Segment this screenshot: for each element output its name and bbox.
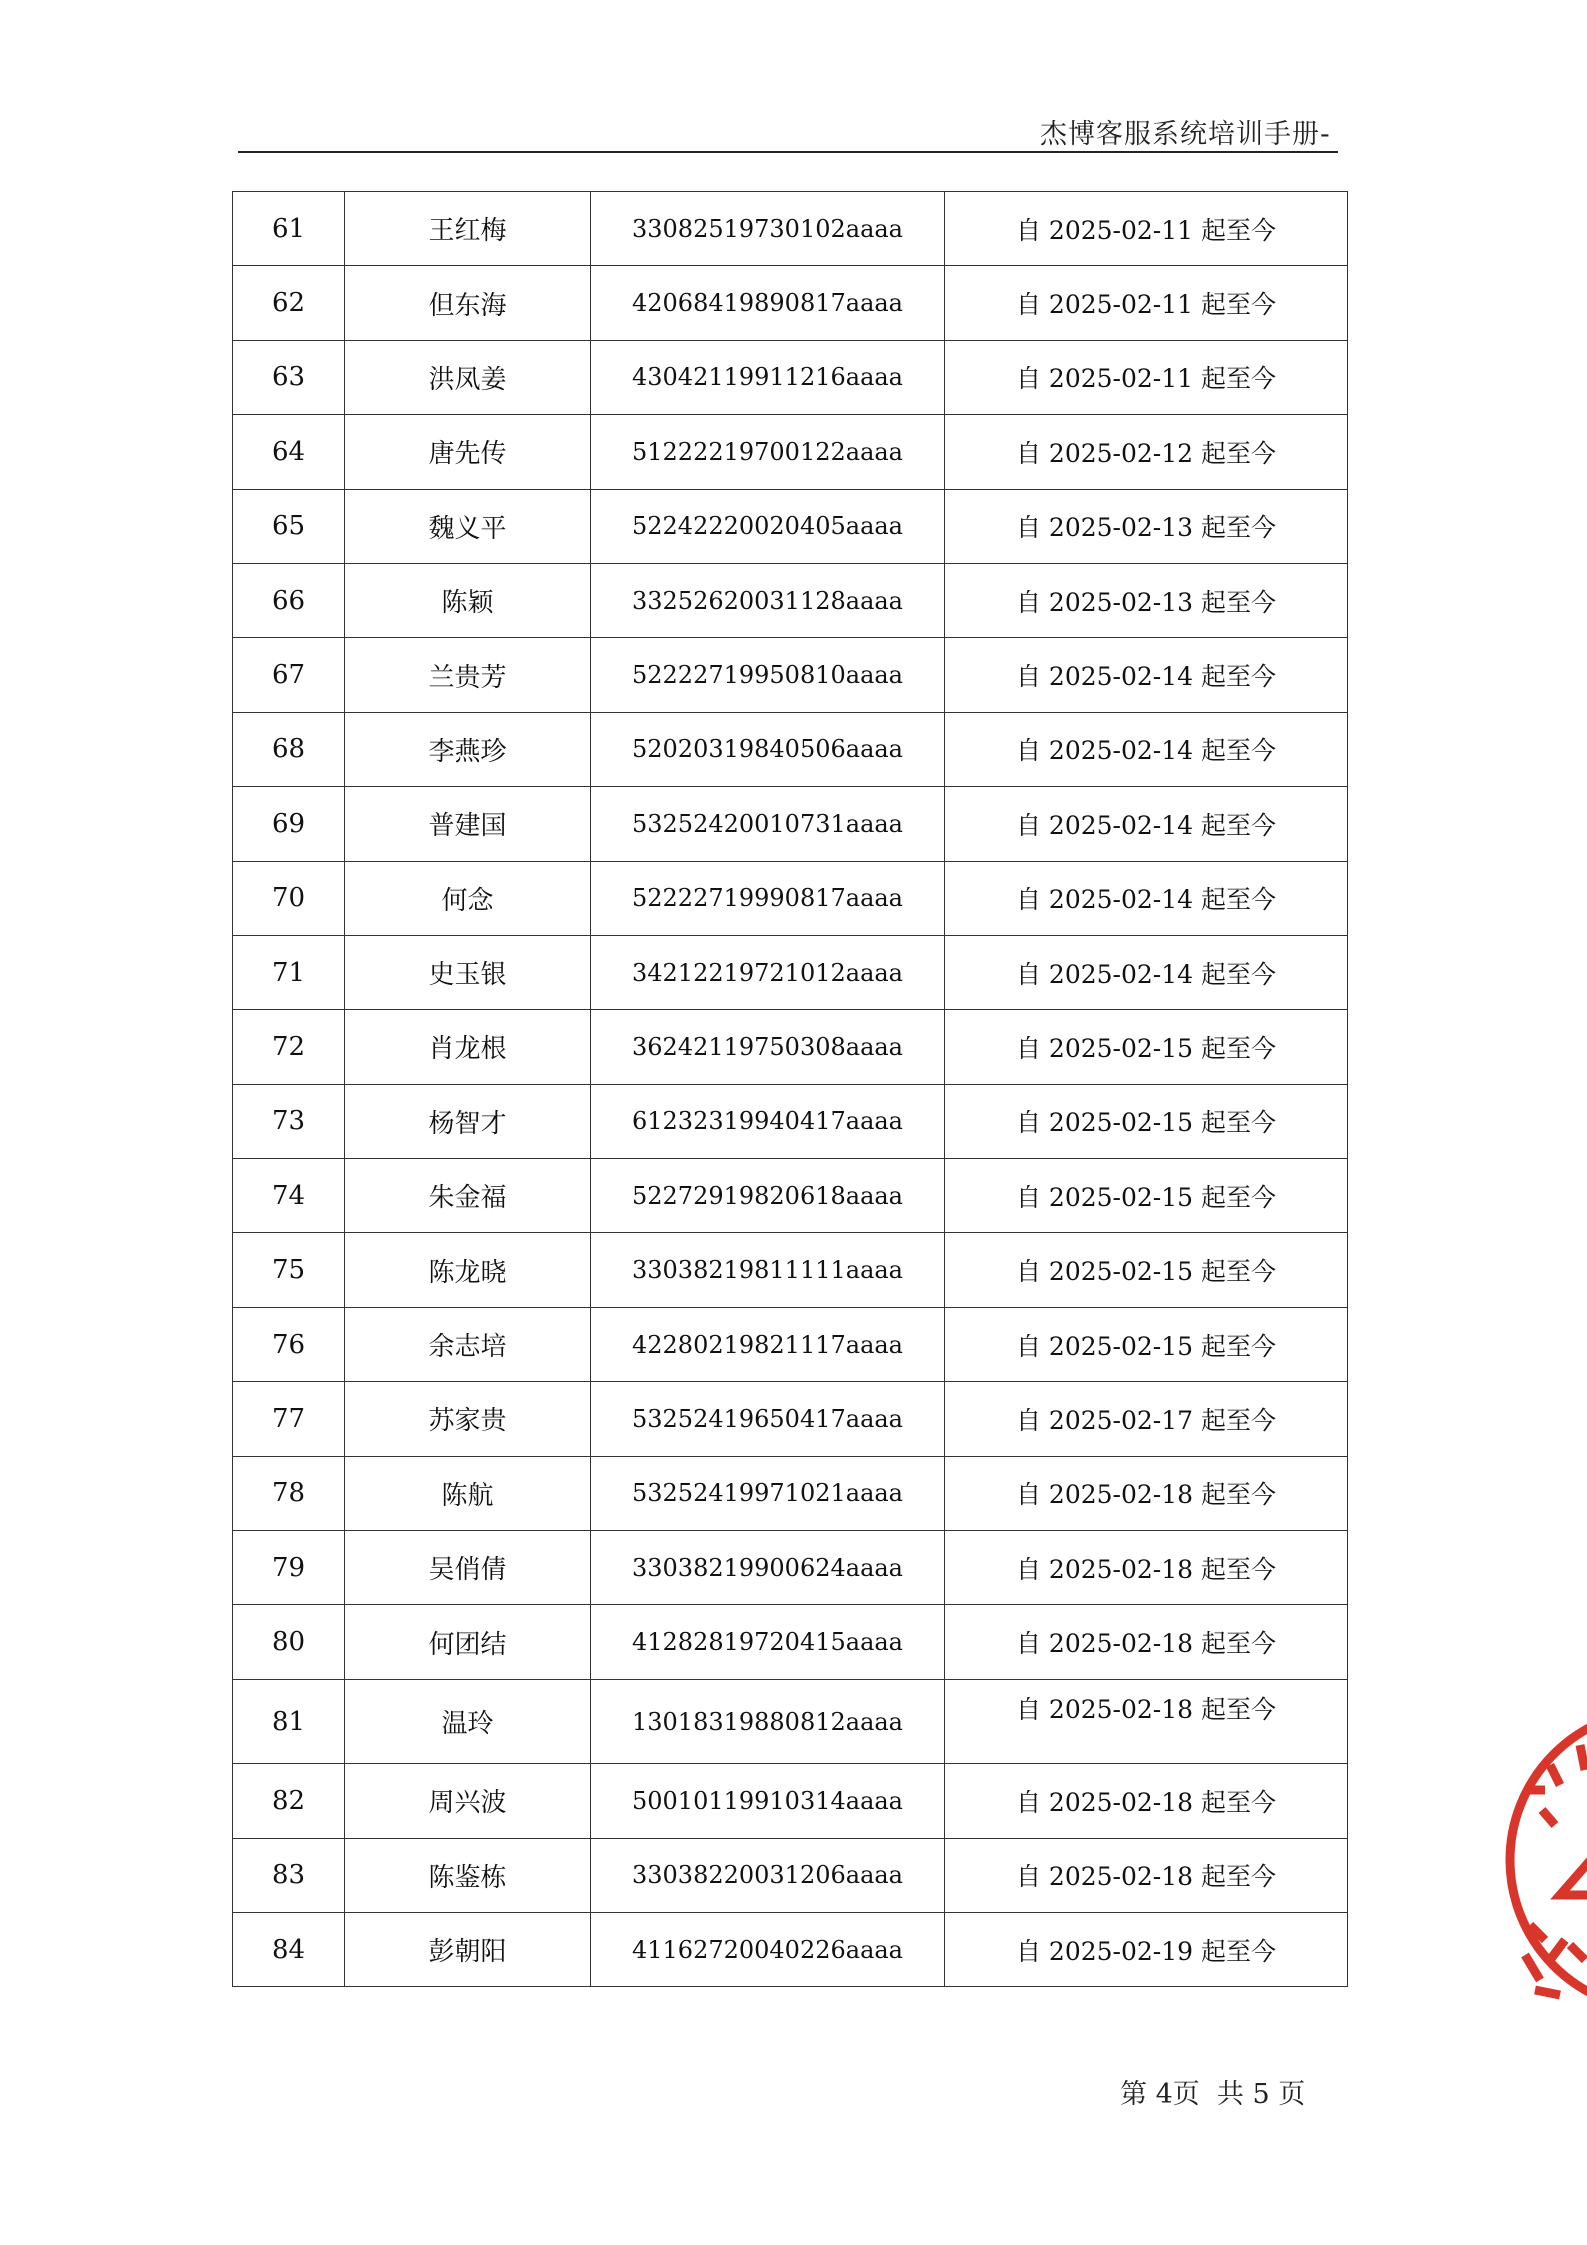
row-number-cell: 77: [233, 1382, 345, 1456]
seal-outer-ring: [1510, 1710, 1587, 2010]
row-number-cell: 75: [233, 1233, 345, 1307]
row-id-cell: 53252420010731aaaa: [591, 787, 945, 861]
row-date-cell: 自 2025-02-18 起至今: [945, 1456, 1348, 1530]
row-id-cell: 43042119911216aaaa: [591, 340, 945, 414]
row-number-cell: 72: [233, 1010, 345, 1084]
row-id-cell: 61232319940417aaaa: [591, 1084, 945, 1158]
row-date-cell: 自 2025-02-11 起至今: [945, 192, 1348, 266]
row-number-cell: 76: [233, 1307, 345, 1381]
row-number-cell: 69: [233, 787, 345, 861]
row-id-cell: 33038219900624aaaa: [591, 1531, 945, 1605]
row-number-cell: 79: [233, 1531, 345, 1605]
row-date-cell: 自 2025-02-18 起至今: [945, 1679, 1348, 1763]
row-date-cell: 自 2025-02-19 起至今: [945, 1912, 1348, 1986]
page-number-footer: 第 4页 共 5 页: [1120, 2079, 1306, 2110]
row-id-cell: 53252419971021aaaa: [591, 1456, 945, 1530]
row-number-cell: 63: [233, 340, 345, 414]
row-name-cell: 兰贵芳: [345, 638, 591, 712]
row-number-cell: 71: [233, 935, 345, 1009]
row-name-cell: 彭朝阳: [345, 1912, 591, 1986]
row-id-cell: 52242220020405aaaa: [591, 489, 945, 563]
table-row: [233, 1159, 1348, 1233]
row-id-cell: 33038219811111aaaa: [591, 1233, 945, 1307]
row-name-cell: 温玲: [345, 1679, 591, 1763]
row-name-cell: 王红梅: [345, 192, 591, 266]
row-id-cell: 42280219821117aaaa: [591, 1307, 945, 1381]
row-id-cell: 42068419890817aaaa: [591, 266, 945, 340]
row-number-cell: 78: [233, 1456, 345, 1530]
table-row: [233, 712, 1348, 786]
row-date-cell: 自 2025-02-14 起至今: [945, 935, 1348, 1009]
row-date-cell: 自 2025-02-11 起至今: [945, 266, 1348, 340]
table-row: [233, 563, 1348, 637]
row-number-cell: 74: [233, 1159, 345, 1233]
row-name-cell: 余志培: [345, 1307, 591, 1381]
row-number-cell: 83: [233, 1838, 345, 1912]
row-name-cell: 朱金福: [345, 1159, 591, 1233]
row-name-cell: 唐先传: [345, 415, 591, 489]
table-row: [233, 192, 1348, 266]
row-number-cell: 81: [233, 1679, 345, 1763]
table-row: [233, 415, 1348, 489]
table-row: [233, 1838, 1348, 1912]
row-name-cell: 普建国: [345, 787, 591, 861]
roster-table-body: [233, 192, 1348, 1987]
table-row: [233, 266, 1348, 340]
row-id-cell: 50010119910314aaaa: [591, 1764, 945, 1838]
row-name-cell: 苏家贵: [345, 1382, 591, 1456]
table-row: [233, 1084, 1348, 1158]
row-id-cell: 52020319840506aaaa: [591, 712, 945, 786]
row-date-cell: 自 2025-02-14 起至今: [945, 712, 1348, 786]
row-number-cell: 84: [233, 1912, 345, 1986]
row-id-cell: 52272919820618aaaa: [591, 1159, 945, 1233]
table-row: [233, 1531, 1348, 1605]
row-id-cell: 51222219700122aaaa: [591, 415, 945, 489]
row-name-cell: 何念: [345, 861, 591, 935]
row-name-cell: 李燕珍: [345, 712, 591, 786]
table-row: [233, 1456, 1348, 1530]
table-row: [233, 1605, 1348, 1679]
table-row: [233, 935, 1348, 1009]
row-name-cell: 何团结: [345, 1605, 591, 1679]
document-header-title: 杰博客服系统培训手册-: [1040, 119, 1331, 150]
row-date-cell: 自 2025-02-18 起至今: [945, 1764, 1348, 1838]
row-name-cell: 魏义平: [345, 489, 591, 563]
row-date-cell: 自 2025-02-13 起至今: [945, 563, 1348, 637]
seal-script-stroke: [1530, 1745, 1585, 1825]
roster-table: [232, 191, 1348, 1987]
row-number-cell: 61: [233, 192, 345, 266]
table-row: [233, 489, 1348, 563]
row-number-cell: 70: [233, 861, 345, 935]
row-id-cell: 53252419650417aaaa: [591, 1382, 945, 1456]
row-name-cell: 陈颖: [345, 563, 591, 637]
table-row: [233, 861, 1348, 935]
row-date-cell: 自 2025-02-15 起至今: [945, 1010, 1348, 1084]
row-name-cell: 但东海: [345, 266, 591, 340]
table-row: [233, 1764, 1348, 1838]
row-number-cell: 66: [233, 563, 345, 637]
row-name-cell: 周兴波: [345, 1764, 591, 1838]
row-id-cell: 33252620031128aaaa: [591, 563, 945, 637]
row-date-cell: 自 2025-02-17 起至今: [945, 1382, 1348, 1456]
row-id-cell: 13018319880812aaaa: [591, 1679, 945, 1763]
table-row: [233, 340, 1348, 414]
row-date-cell: 自 2025-02-15 起至今: [945, 1233, 1348, 1307]
row-id-cell: 52222719990817aaaa: [591, 861, 945, 935]
table-row: [233, 638, 1348, 712]
table-row: [233, 1679, 1348, 1763]
row-name-cell: 史玉银: [345, 935, 591, 1009]
row-date-cell: 自 2025-02-18 起至今: [945, 1531, 1348, 1605]
row-number-cell: 65: [233, 489, 345, 563]
row-number-cell: 62: [233, 266, 345, 340]
row-number-cell: 82: [233, 1764, 345, 1838]
row-name-cell: 洪凤姜: [345, 340, 591, 414]
row-date-cell: 自 2025-02-14 起至今: [945, 638, 1348, 712]
row-name-cell: 陈鉴栋: [345, 1838, 591, 1912]
table-row: [233, 1382, 1348, 1456]
roster-table-wrapper: [232, 191, 1348, 1987]
row-date-cell: 自 2025-02-13 起至今: [945, 489, 1348, 563]
row-date-cell: 自 2025-02-11 起至今: [945, 340, 1348, 414]
row-name-cell: 陈航: [345, 1456, 591, 1530]
row-number-cell: 73: [233, 1084, 345, 1158]
row-id-cell: 36242119750308aaaa: [591, 1010, 945, 1084]
row-id-cell: 34212219721012aaaa: [591, 935, 945, 1009]
table-row: [233, 1233, 1348, 1307]
table-row: [233, 1307, 1348, 1381]
row-id-cell: 41162720040226aaaa: [591, 1912, 945, 1986]
row-name-cell: 陈龙晓: [345, 1233, 591, 1307]
row-number-cell: 68: [233, 712, 345, 786]
row-date-cell: 自 2025-02-15 起至今: [945, 1084, 1348, 1158]
row-date-cell: 自 2025-02-15 起至今: [945, 1307, 1348, 1381]
row-date-cell: 自 2025-02-18 起至今: [945, 1838, 1348, 1912]
seal-triangle-mark: [1560, 1855, 1587, 1895]
table-row: [233, 1912, 1348, 1986]
row-number-cell: 80: [233, 1605, 345, 1679]
row-number-cell: 64: [233, 415, 345, 489]
table-row: [233, 1010, 1348, 1084]
row-date-cell: 自 2025-02-14 起至今: [945, 861, 1348, 935]
row-number-cell: 67: [233, 638, 345, 712]
row-date-cell: 自 2025-02-12 起至今: [945, 415, 1348, 489]
row-date-cell: 自 2025-02-15 起至今: [945, 1159, 1348, 1233]
table-row: [233, 787, 1348, 861]
row-date-cell: 自 2025-02-14 起至今: [945, 787, 1348, 861]
row-id-cell: 33082519730102aaaa: [591, 192, 945, 266]
row-id-cell: 52222719950810aaaa: [591, 638, 945, 712]
row-id-cell: 41282819720415aaaa: [591, 1605, 945, 1679]
row-name-cell: 吴俏倩: [345, 1531, 591, 1605]
header-rule: [238, 151, 1338, 153]
row-id-cell: 33038220031206aaaa: [591, 1838, 945, 1912]
row-name-cell: 杨智才: [345, 1084, 591, 1158]
row-name-cell: 肖龙根: [345, 1010, 591, 1084]
red-seal-stamp: [1490, 1690, 1587, 2030]
row-date-cell: 自 2025-02-18 起至今: [945, 1605, 1348, 1679]
